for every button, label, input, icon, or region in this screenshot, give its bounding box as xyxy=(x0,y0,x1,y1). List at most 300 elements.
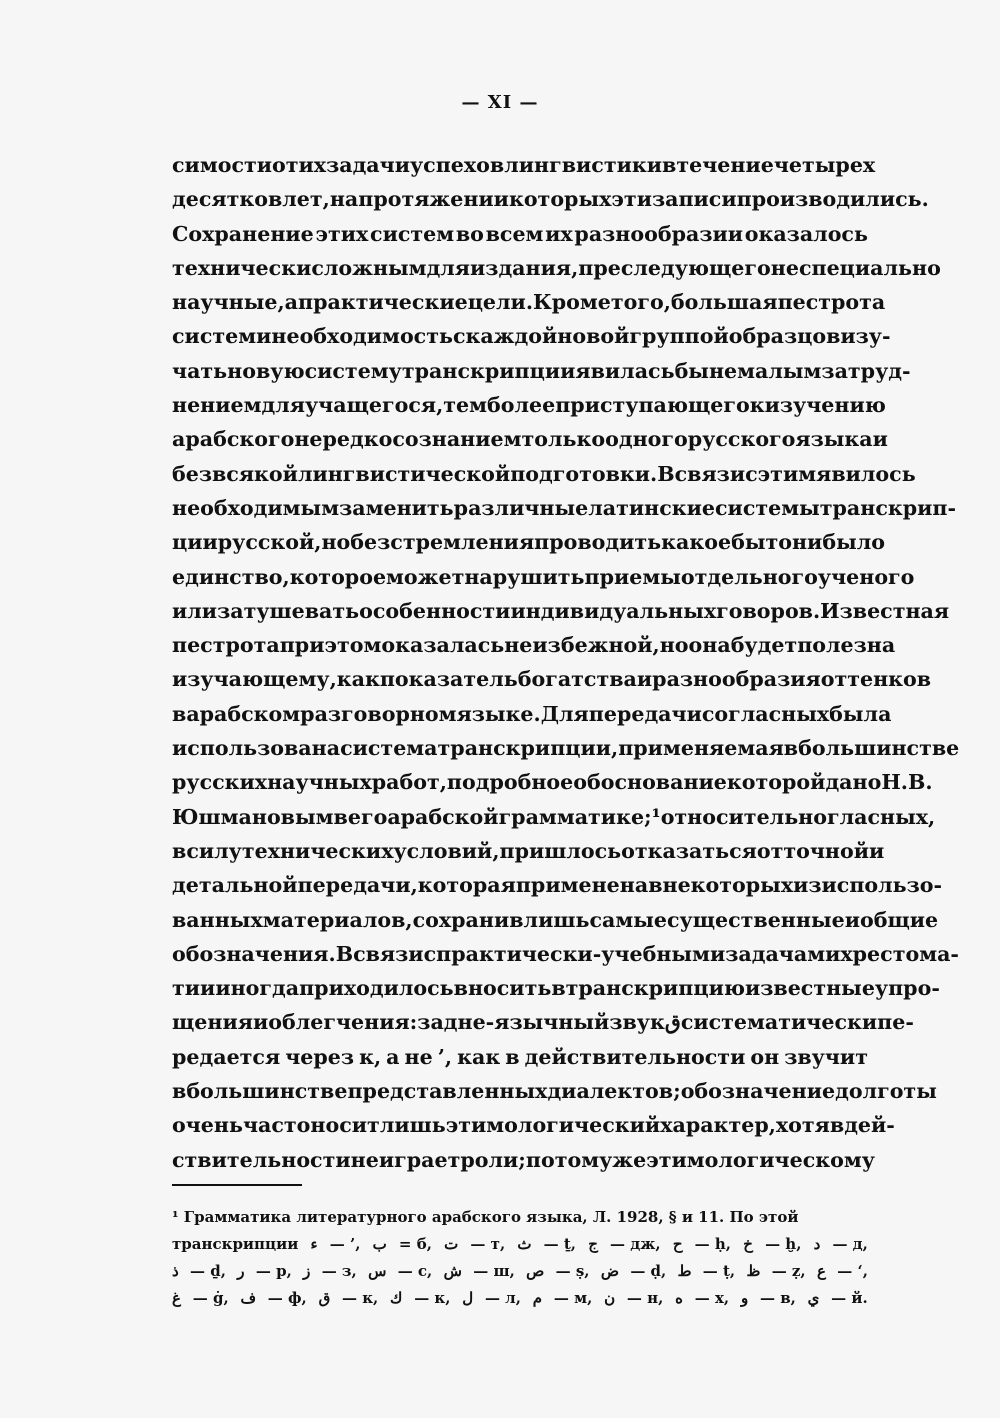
body-word: бы xyxy=(674,358,709,383)
body-word: вносить xyxy=(453,976,552,1001)
footnote-word: транскрипции xyxy=(172,1235,299,1253)
body-word: передачи xyxy=(588,701,702,726)
footnote-word: ه xyxy=(675,1289,683,1307)
body-word: протяжении xyxy=(358,187,509,212)
body-word: только xyxy=(521,427,606,452)
footnote-word: — ’, xyxy=(329,1235,361,1253)
footnote-word: — ṯ, xyxy=(543,1235,577,1253)
body-word: щения xyxy=(172,1010,253,1035)
footnote xyxy=(172,1204,868,1312)
body-word: лингвистики xyxy=(504,153,663,177)
body-word: звук xyxy=(609,1010,665,1035)
body-word: В xyxy=(335,941,354,966)
body-word: явилось xyxy=(816,461,916,486)
body-word: без xyxy=(350,530,391,555)
body-word: системы xyxy=(715,495,820,520)
body-word: обозначение xyxy=(680,1079,836,1104)
footnote-word: ع xyxy=(816,1262,826,1280)
body-word: и xyxy=(252,1010,269,1035)
body-line xyxy=(172,285,886,319)
footnote-word: ب xyxy=(372,1235,387,1253)
footnote-word: — р, xyxy=(255,1262,292,1280)
body-word: систем xyxy=(172,324,257,349)
body-word: систематически xyxy=(680,1010,878,1035)
body-line xyxy=(172,525,885,559)
body-word: или xyxy=(172,598,218,623)
body-word: полезна xyxy=(797,633,896,658)
body-word: будет xyxy=(730,633,798,658)
body-word: работ, xyxy=(371,770,447,795)
footnote-word: — т, xyxy=(470,1235,506,1253)
body-word: технически xyxy=(172,255,312,280)
body-word: как xyxy=(457,1044,501,1069)
body-word: от xyxy=(272,153,299,177)
body-line xyxy=(172,594,950,628)
footnote-word: — дж, xyxy=(610,1235,661,1253)
body-word: оттенков xyxy=(820,667,932,692)
body-word: на xyxy=(329,187,359,212)
body-line xyxy=(172,800,936,834)
body-word: и xyxy=(869,838,885,863)
body-word: редается xyxy=(172,1044,281,1069)
body-word: часто xyxy=(242,1113,311,1138)
body-word: русской, xyxy=(217,530,322,555)
body-word: из xyxy=(793,873,822,898)
footnote-word: ث xyxy=(517,1235,532,1253)
body-line xyxy=(172,731,960,765)
footnote-word: غ xyxy=(172,1289,181,1307)
body-word: с xyxy=(745,461,758,486)
body-word: сохранив xyxy=(412,907,524,932)
body-word: детальной xyxy=(172,873,298,898)
body-word: играет xyxy=(378,1147,461,1172)
footnote-word: — ш, xyxy=(473,1262,515,1280)
footnote-word: — н, xyxy=(626,1289,664,1307)
footnote-word: ¹ Грамматика литературного арабского языка, Л. 1928, § и 11. По этой xyxy=(172,1208,799,1226)
body-word: условий, xyxy=(393,838,500,863)
body-word: ни xyxy=(791,530,823,555)
body-line xyxy=(172,628,896,662)
body-word: дано xyxy=(825,770,882,795)
body-word: особенности xyxy=(359,598,511,623)
body-word: научные, xyxy=(172,290,285,315)
body-word: известные xyxy=(744,976,875,1001)
body-word: пришлось xyxy=(499,838,622,863)
body-word: точной xyxy=(783,838,870,863)
body-word: их xyxy=(298,153,327,177)
body-line xyxy=(172,662,932,696)
body-word: и xyxy=(256,324,272,349)
footnote-word: — к, xyxy=(341,1289,379,1307)
body-word: не xyxy=(770,255,799,280)
footnote-word: — м, xyxy=(553,1289,593,1307)
body-word: латинские xyxy=(588,495,716,520)
body-word: издания, xyxy=(470,255,579,280)
body-word: через xyxy=(285,1044,355,1069)
body-word: очень xyxy=(172,1113,243,1138)
footnote-word: د xyxy=(813,1235,821,1253)
footnote-word: ظ xyxy=(746,1262,761,1280)
body-word: большинстве xyxy=(798,736,960,761)
body-word: задачами xyxy=(725,941,841,966)
body-word: стремления xyxy=(390,530,535,555)
body-word: разговорном xyxy=(300,701,457,726)
body-word: большинстве xyxy=(186,1079,348,1104)
footnote-word: — в, xyxy=(759,1289,796,1307)
body-word: изу- xyxy=(840,324,891,349)
body-line xyxy=(172,1108,895,1142)
body-word: пестрота xyxy=(172,633,280,658)
body-word: новой xyxy=(557,324,630,349)
body-word: оказалась xyxy=(381,633,505,658)
body-word: русского xyxy=(687,427,796,452)
body-word: с xyxy=(423,941,437,966)
body-word: а xyxy=(386,1044,400,1069)
body-word: одного xyxy=(605,427,688,452)
body-line xyxy=(172,422,888,456)
body-word: индивидуальных xyxy=(510,598,717,623)
body-line xyxy=(172,182,929,216)
body-word: учащегося, xyxy=(304,393,444,418)
body-word: четырех xyxy=(773,153,876,177)
body-word: носит xyxy=(310,1113,380,1138)
body-word: нередко xyxy=(294,427,393,452)
footnote-word: ض xyxy=(600,1262,619,1280)
body-word: языке. xyxy=(456,701,541,726)
body-word: всякой xyxy=(211,461,298,486)
body-word: от xyxy=(756,838,784,863)
footnote-word: — к, xyxy=(414,1289,451,1307)
footnote-word: خ xyxy=(743,1235,753,1253)
body-line xyxy=(172,491,957,525)
footnote-word: ج xyxy=(588,1235,598,1253)
body-word: научных xyxy=(267,770,372,795)
body-word: при xyxy=(279,633,325,658)
body-word: арабском xyxy=(186,701,301,726)
body-word: облегчения: xyxy=(268,1010,418,1035)
body-line xyxy=(172,148,876,182)
body-word: в xyxy=(172,701,187,726)
body-word: разнообразия xyxy=(652,667,821,692)
body-word: заменить xyxy=(339,495,454,520)
footnote-word: — й. xyxy=(831,1289,868,1307)
body-word: транскрипции xyxy=(401,358,576,383)
body-word: этим xyxy=(757,461,817,486)
body-word: Для xyxy=(540,701,589,726)
body-word: задач xyxy=(326,153,395,177)
body-line xyxy=(172,868,943,902)
body-word: иногда xyxy=(215,976,300,1001)
body-word: показатель xyxy=(379,667,518,692)
body-word: пестрота xyxy=(777,290,886,315)
footnote-word: — ḥ, xyxy=(694,1235,732,1253)
body-word: симости xyxy=(172,153,273,177)
body-word: и xyxy=(636,667,653,692)
footnote-word: — с, xyxy=(397,1262,433,1280)
body-line xyxy=(172,697,892,731)
body-word: отказаться xyxy=(621,838,757,863)
body-word: связи xyxy=(353,941,424,966)
body-word: необходимым xyxy=(172,495,340,520)
body-word: обозначения. xyxy=(172,941,336,966)
body-word: ق xyxy=(664,1010,681,1035)
footnote-word: ء xyxy=(310,1235,318,1253)
body-word: их xyxy=(545,221,573,246)
body-word: необходимость xyxy=(271,324,453,349)
body-line xyxy=(172,457,916,491)
body-line xyxy=(172,354,911,388)
body-word: языка xyxy=(795,427,873,452)
body-line xyxy=(172,217,868,251)
body-word: в xyxy=(648,873,663,898)
footnote-word: ر xyxy=(237,1262,245,1280)
footnote-line xyxy=(172,1258,868,1285)
body-word: этимологический xyxy=(445,1113,661,1138)
footnote-word: — д, xyxy=(832,1235,868,1253)
body-word: знанием xyxy=(418,427,522,452)
footnote-word: ن xyxy=(604,1289,616,1307)
body-word: связи xyxy=(674,461,746,486)
footnote-word: — ḏ, xyxy=(190,1262,226,1280)
body-word: нарушить xyxy=(464,564,585,589)
body-word: и xyxy=(872,427,888,452)
body-word: группой xyxy=(629,324,729,349)
body-word: лишь xyxy=(523,907,590,932)
body-word: затруд- xyxy=(821,358,911,383)
body-word: более xyxy=(487,393,556,418)
footnote-word: — з, xyxy=(321,1262,357,1280)
body-word: ванных xyxy=(172,907,263,932)
body-word: этих xyxy=(315,221,369,246)
body-line xyxy=(172,1040,868,1074)
body-word: которое xyxy=(289,564,387,589)
footnote-word: ذ xyxy=(172,1262,179,1280)
body-word: задне-язычный xyxy=(417,1010,610,1035)
body-line xyxy=(172,937,959,971)
body-word: в xyxy=(172,1079,187,1104)
footnote-word: ح xyxy=(672,1235,683,1253)
body-line xyxy=(172,1005,914,1039)
body-word: цели. xyxy=(467,290,533,315)
body-line xyxy=(172,834,885,868)
body-word: систем xyxy=(370,221,455,246)
body-word: единство, xyxy=(172,564,290,589)
body-word: богатства xyxy=(517,667,637,692)
body-word: которых xyxy=(508,187,612,212)
body-line xyxy=(172,560,915,594)
body-word: оказалось xyxy=(744,221,868,246)
body-word: но xyxy=(321,530,351,555)
body-word: подготовки. xyxy=(510,461,658,486)
body-word: практические xyxy=(298,290,468,315)
body-word: тии xyxy=(172,976,216,1001)
body-word: изучающему, xyxy=(172,667,337,692)
body-word: специально xyxy=(798,255,941,280)
body-word: технических xyxy=(241,838,394,863)
body-word: ученого xyxy=(817,564,915,589)
body-word: материалов, xyxy=(262,907,413,932)
footnote-word: و xyxy=(740,1289,749,1307)
body-word: общие xyxy=(859,907,939,932)
footnote-word: — л, xyxy=(484,1289,521,1307)
body-word: но xyxy=(659,633,689,658)
body-word: преследующего xyxy=(578,255,771,280)
footnote-word: ل xyxy=(462,1289,474,1307)
body-word: то xyxy=(765,530,792,555)
body-word: по xyxy=(525,1147,555,1172)
body-word: тем xyxy=(443,393,488,418)
footnote-word: = б, xyxy=(398,1235,432,1253)
footnote-word: — ḍ, xyxy=(630,1262,667,1280)
footnote-word: ز xyxy=(303,1262,311,1280)
body-word: сложным xyxy=(311,255,427,280)
body-word: может xyxy=(386,564,465,589)
body-word: в xyxy=(551,976,566,1001)
body-word: грамматике;¹ xyxy=(498,804,661,829)
body-word: не xyxy=(404,1044,433,1069)
body-word: представленных xyxy=(347,1079,548,1104)
body-word: была xyxy=(829,701,892,726)
body-word: и xyxy=(394,153,410,177)
body-word: нением xyxy=(172,393,262,418)
body-word: для xyxy=(426,255,471,280)
body-text xyxy=(172,148,960,1177)
footnote-word: ط xyxy=(677,1262,692,1280)
body-word: звучит xyxy=(784,1044,868,1069)
body-word: ции xyxy=(172,530,218,555)
footnote-line xyxy=(172,1285,868,1312)
body-word: с xyxy=(452,324,466,349)
footnote-word: — ġ, xyxy=(192,1289,229,1307)
body-word: всем xyxy=(485,221,544,246)
footnote-word: — ṣ, xyxy=(555,1262,590,1280)
body-word: обоснование xyxy=(573,770,727,795)
body-line xyxy=(172,388,886,422)
body-word: пе- xyxy=(877,1010,914,1035)
body-word: лишь xyxy=(379,1113,446,1138)
body-word: дей- xyxy=(844,1113,895,1138)
footnote-word: س xyxy=(368,1262,387,1280)
body-word: затушевать xyxy=(217,598,360,623)
body-word: для xyxy=(261,393,305,418)
body-word: к xyxy=(749,393,765,418)
body-word: Сохранение xyxy=(172,221,314,246)
footnote-word: — ‘, xyxy=(837,1262,868,1280)
body-word: в xyxy=(172,838,187,863)
body-word: этимологическому xyxy=(646,1147,875,1172)
body-word: разнообразии xyxy=(574,221,744,246)
body-word: в xyxy=(662,153,677,177)
body-word: арабского xyxy=(172,427,295,452)
body-word: применена xyxy=(515,873,649,898)
body-word: в xyxy=(783,736,799,761)
footnote-word: — х, xyxy=(694,1289,730,1307)
body-word: согласных xyxy=(701,701,830,726)
body-word: роли; xyxy=(460,1147,526,1172)
body-word: самые xyxy=(589,907,667,932)
body-word: немалым xyxy=(708,358,822,383)
body-word: Кроме xyxy=(532,290,611,315)
body-word: существенные xyxy=(666,907,845,932)
footnote-word: ي xyxy=(807,1289,820,1307)
body-word: его xyxy=(347,804,388,829)
body-word: производились. xyxy=(736,187,929,212)
body-word: различные xyxy=(453,495,589,520)
body-word: хотя xyxy=(775,1113,830,1138)
body-word: приемы xyxy=(584,564,681,589)
body-word: относительно xyxy=(660,804,827,829)
body-word: В. xyxy=(907,770,933,795)
body-word: транскрипции, xyxy=(437,736,619,761)
footnote-word: — ḫ, xyxy=(765,1235,802,1253)
body-word: применяемая xyxy=(618,736,784,761)
body-line xyxy=(172,1074,937,1108)
body-line xyxy=(172,1143,875,1177)
body-word: образцов xyxy=(728,324,841,349)
footnote-word: — ṭ, xyxy=(702,1262,736,1280)
body-word: силу xyxy=(186,838,242,863)
footnote-line xyxy=(172,1231,868,1258)
body-word: которая xyxy=(417,873,516,898)
body-word: того, xyxy=(610,290,671,315)
body-word: приходилось xyxy=(299,976,454,1001)
body-word: приступающего xyxy=(555,393,750,418)
body-word: во xyxy=(455,221,484,246)
body-word: она xyxy=(688,633,731,658)
body-word: без xyxy=(172,461,212,486)
body-word: к, xyxy=(359,1044,382,1069)
body-word: лингвистической xyxy=(297,461,511,486)
body-word: транскрипцию xyxy=(565,976,745,1001)
body-line xyxy=(172,765,933,799)
body-word: и xyxy=(844,907,860,932)
body-word: явилась xyxy=(575,358,675,383)
body-word: система xyxy=(340,736,438,761)
body-word: в xyxy=(505,1044,520,1069)
body-word: чать xyxy=(172,358,228,383)
body-word: этом xyxy=(324,633,382,658)
footnote-word: م xyxy=(532,1289,543,1307)
body-word: действительности xyxy=(524,1044,746,1069)
body-word: говоров. xyxy=(716,598,821,623)
body-word: арабской xyxy=(387,804,499,829)
body-line xyxy=(172,251,941,285)
footnote-word: ص xyxy=(526,1262,545,1280)
body-line xyxy=(172,971,940,1005)
body-word: упро- xyxy=(874,976,940,1001)
body-word: использо- xyxy=(821,873,943,898)
body-word: каждой xyxy=(465,324,558,349)
body-word: систему xyxy=(304,358,402,383)
body-word: успехов xyxy=(410,153,505,177)
body-word: Н. xyxy=(881,770,908,795)
body-word: же xyxy=(612,1147,647,1172)
body-word: лет, xyxy=(282,187,330,212)
body-word: течение xyxy=(676,153,774,177)
body-word: характер, xyxy=(660,1113,776,1138)
footnote-word: ش xyxy=(443,1262,462,1280)
body-word: транскрип- xyxy=(819,495,957,520)
footnote-word: — ф, xyxy=(267,1289,307,1307)
body-word: ствительности xyxy=(172,1147,351,1172)
body-word: диалектов; xyxy=(547,1079,681,1104)
body-word: изучению xyxy=(764,393,886,418)
body-word: некоторых xyxy=(662,873,794,898)
body-word: Юшмановым xyxy=(172,804,334,829)
body-word: подробное xyxy=(446,770,574,795)
footnote-word: ك xyxy=(390,1289,403,1307)
body-word: долготы xyxy=(835,1079,937,1104)
